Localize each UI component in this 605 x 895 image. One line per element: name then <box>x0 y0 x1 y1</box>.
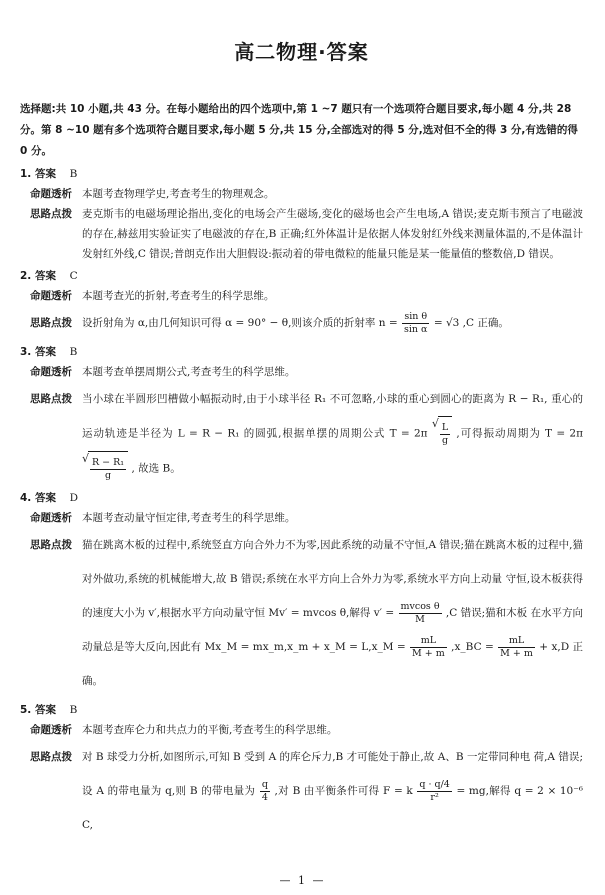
hint-text-part: 重心的运动轨迹是半径为 L = R − R₁ 的圆弧,根据单摆的周期公式 T = 2π <box>82 393 584 440</box>
fraction-coulomb <box>417 779 451 804</box>
hint-text-part: = √3 ,C 正确。 <box>433 317 509 329</box>
answer-label: 答案 <box>34 346 56 358</box>
question-2 <box>20 266 583 340</box>
fraction-numerator: mvcos θ <box>400 600 440 612</box>
hint-text-part: 荷,A 错误;设 A 的带电量为 q,则 B 的带电量为 <box>82 751 583 797</box>
question-2-header <box>20 266 583 286</box>
fraction-numerator: q <box>261 778 268 790</box>
hint-label: 思路点拨 <box>30 208 72 220</box>
answer-value: D <box>69 492 79 504</box>
question-3-header <box>20 342 583 362</box>
hint-row <box>20 306 583 340</box>
question-number: 5. <box>20 704 32 716</box>
question-number: 1. <box>20 168 32 180</box>
fraction-denominator: sin α <box>404 323 428 335</box>
question-1 <box>20 164 583 264</box>
hint-label: 思路点拨 <box>30 317 72 329</box>
answer-value: B <box>69 346 78 358</box>
question-number: 2. <box>20 270 32 282</box>
answer-value: B <box>69 704 78 716</box>
hint-text <box>82 528 583 698</box>
analysis-label: 命题透析 <box>30 290 72 302</box>
fraction-numerator: sin θ <box>402 311 429 324</box>
fraction-sin <box>402 311 429 336</box>
fraction-numerator: q · q/4 <box>419 778 450 790</box>
analysis-text: 本题考查单摆周期公式,考查考生的科学思维。 <box>82 366 296 378</box>
fraction-l-over-g <box>440 422 450 447</box>
hint-row <box>20 204 583 264</box>
hint-text-part: 当小球在半圆形凹槽做小幅振动时,由于小球半径 R₁ 不可忽略,小球的重心到圆心的距离为 R − R₁, <box>82 393 548 405</box>
fraction-numerator: mL <box>410 635 447 648</box>
analysis-label: 命题透析 <box>30 724 72 736</box>
question-5-header <box>20 700 583 720</box>
analysis-row <box>20 184 583 204</box>
question-1-header <box>20 164 583 184</box>
hint-label: 思路点拨 <box>30 393 72 405</box>
fraction-r-over-g <box>90 457 126 482</box>
answer-label: 答案 <box>34 270 56 282</box>
analysis-row <box>20 508 583 528</box>
fraction-q-over-4 <box>260 779 270 804</box>
analysis-text: 本题考查库仑力和共点力的平衡,考查考生的科学思维。 <box>82 724 338 736</box>
hint-text-part: 故选 B。 <box>138 462 181 475</box>
fraction-xbc <box>498 635 535 660</box>
hint-text: 麦克斯韦的电磁场理论指出,变化的电场会产生磁场,变化的磁场也会产生电场,A 错误;麦克斯韦预言了电磁波的存在,赫兹用实验证实了电磁波的存在,B 正确;红外体温计是依据人体发射红外线来测量体温的,不是体温计发射红外线,C 错误;普朗克作出大胆假设:振动着的带电微粒的能量只能是某一能量值的整数倍,D 错误。 <box>82 208 583 260</box>
answer-value: B <box>69 168 78 180</box>
hint-text-part: , <box>131 462 135 475</box>
question-4 <box>20 488 583 698</box>
hint-label: 思路点拨 <box>30 539 72 551</box>
hint-label: 思路点拨 <box>30 751 72 763</box>
hint-text <box>82 740 583 842</box>
fraction-numerator: L <box>441 421 449 433</box>
hint-text-part: ,对 B 由平衡条件可得 F = k <box>274 785 413 797</box>
hint-text-part: ,x_BC = <box>451 641 494 653</box>
sqrt-expression <box>82 451 128 486</box>
analysis-row <box>20 720 583 740</box>
fraction-denominator: M + m <box>412 647 445 659</box>
hint-text-part: 守恒,设木板获得的速度大小为 v′,根据水平方向动量守恒 Mv′ = mvcos θ,解得 v′ = <box>82 573 583 619</box>
question-3 <box>20 342 583 486</box>
hint-text-part: ,C 错误;猫和木板 <box>445 607 528 619</box>
question-5 <box>20 700 583 842</box>
sqrt-radical-icon: √ <box>82 452 90 465</box>
page-title: 高二物理·答案 <box>234 40 369 64</box>
question-number: 4. <box>20 492 32 504</box>
analysis-label: 命题透析 <box>30 512 72 524</box>
fraction-denominator: 4 <box>261 791 268 803</box>
sqrt-radical-icon: √ <box>431 417 439 430</box>
analysis-text: 本题考查光的折射,考查考生的科学思维。 <box>82 290 275 302</box>
hint-text-part: 对 B 球受力分析,如图所示,可知 B 受到 A 的库仑斥力,B 才可能处于静止,故 A、B 一定带同种电 <box>82 751 531 763</box>
page-number: — 1 — <box>279 874 326 887</box>
hint-text-part: = mg,解得 q = 2 × 10⁻⁶ C, <box>82 785 583 831</box>
answer-label: 答案 <box>34 704 56 716</box>
analysis-label: 命题透析 <box>30 366 72 378</box>
sqrt-expression <box>432 416 452 451</box>
fraction-numerator: mL <box>498 635 535 648</box>
hint-text <box>82 382 583 486</box>
hint-text-part: 在水平方向动量总是等大反向,因此有 Mx_M = mx_m,x_m + x_M = L,x_M = <box>82 607 584 653</box>
answer-label: 答案 <box>34 168 56 180</box>
hint-text-part: ,可得振动周期为 T = 2π <box>456 427 583 440</box>
fraction-denominator: r² <box>430 791 439 803</box>
hint-text-part: + x,D 正确。 <box>82 641 584 687</box>
question-number: 3. <box>20 346 32 358</box>
analysis-row <box>20 286 583 306</box>
hint-row <box>20 528 583 698</box>
fraction-denominator: M <box>415 613 425 625</box>
analysis-text: 本题考查物理学史,考查考生的物理观念。 <box>82 188 275 200</box>
answer-label: 答案 <box>34 492 56 504</box>
fraction-xm <box>410 635 447 660</box>
answer-value: C <box>69 270 78 282</box>
hint-text-part: 设折射角为 α,由几何知识可得 α = 90° − θ,则该介质的折射率 n = <box>82 317 398 329</box>
analysis-row <box>20 362 583 382</box>
analysis-text: 本题考查动量守恒定律,考查考生的科学思维。 <box>82 512 296 524</box>
hint-text <box>82 306 583 340</box>
fraction-denominator: g <box>105 469 112 481</box>
fraction-velocity <box>399 601 442 626</box>
hint-row <box>20 740 583 842</box>
hint-text-part: 猫在跳离木板的过程中,系统竖直方向合外力不为零,因此系统的动量不守恒,A 错误;猫在跳离木板的过程中,猫对外做功,系统的机械能增大,故 B 错误;系统在水平方向上合外力为零,系统水平方向上动量 <box>82 539 583 585</box>
hint-row <box>20 382 583 486</box>
section-intro: 选择题:共 10 小题,共 43 分。在每小题给出的四个选项中,第 1 ~7 题只有一个选项符合题目要求,每小题 4 分,共 28 分。第 8 ~10 题有多个选项符合题目要求,每小题 5 分,共 15 分,全部选对的得 5 分,选对但不全的得 3 分,有选错的得 0 分。 <box>20 103 578 157</box>
fraction-denominator: g <box>441 434 449 446</box>
question-4-header <box>20 488 583 508</box>
fraction-denominator: M + m <box>500 647 533 659</box>
analysis-label: 命题透析 <box>30 188 72 200</box>
fraction-numerator: R − R₁ <box>92 456 125 468</box>
